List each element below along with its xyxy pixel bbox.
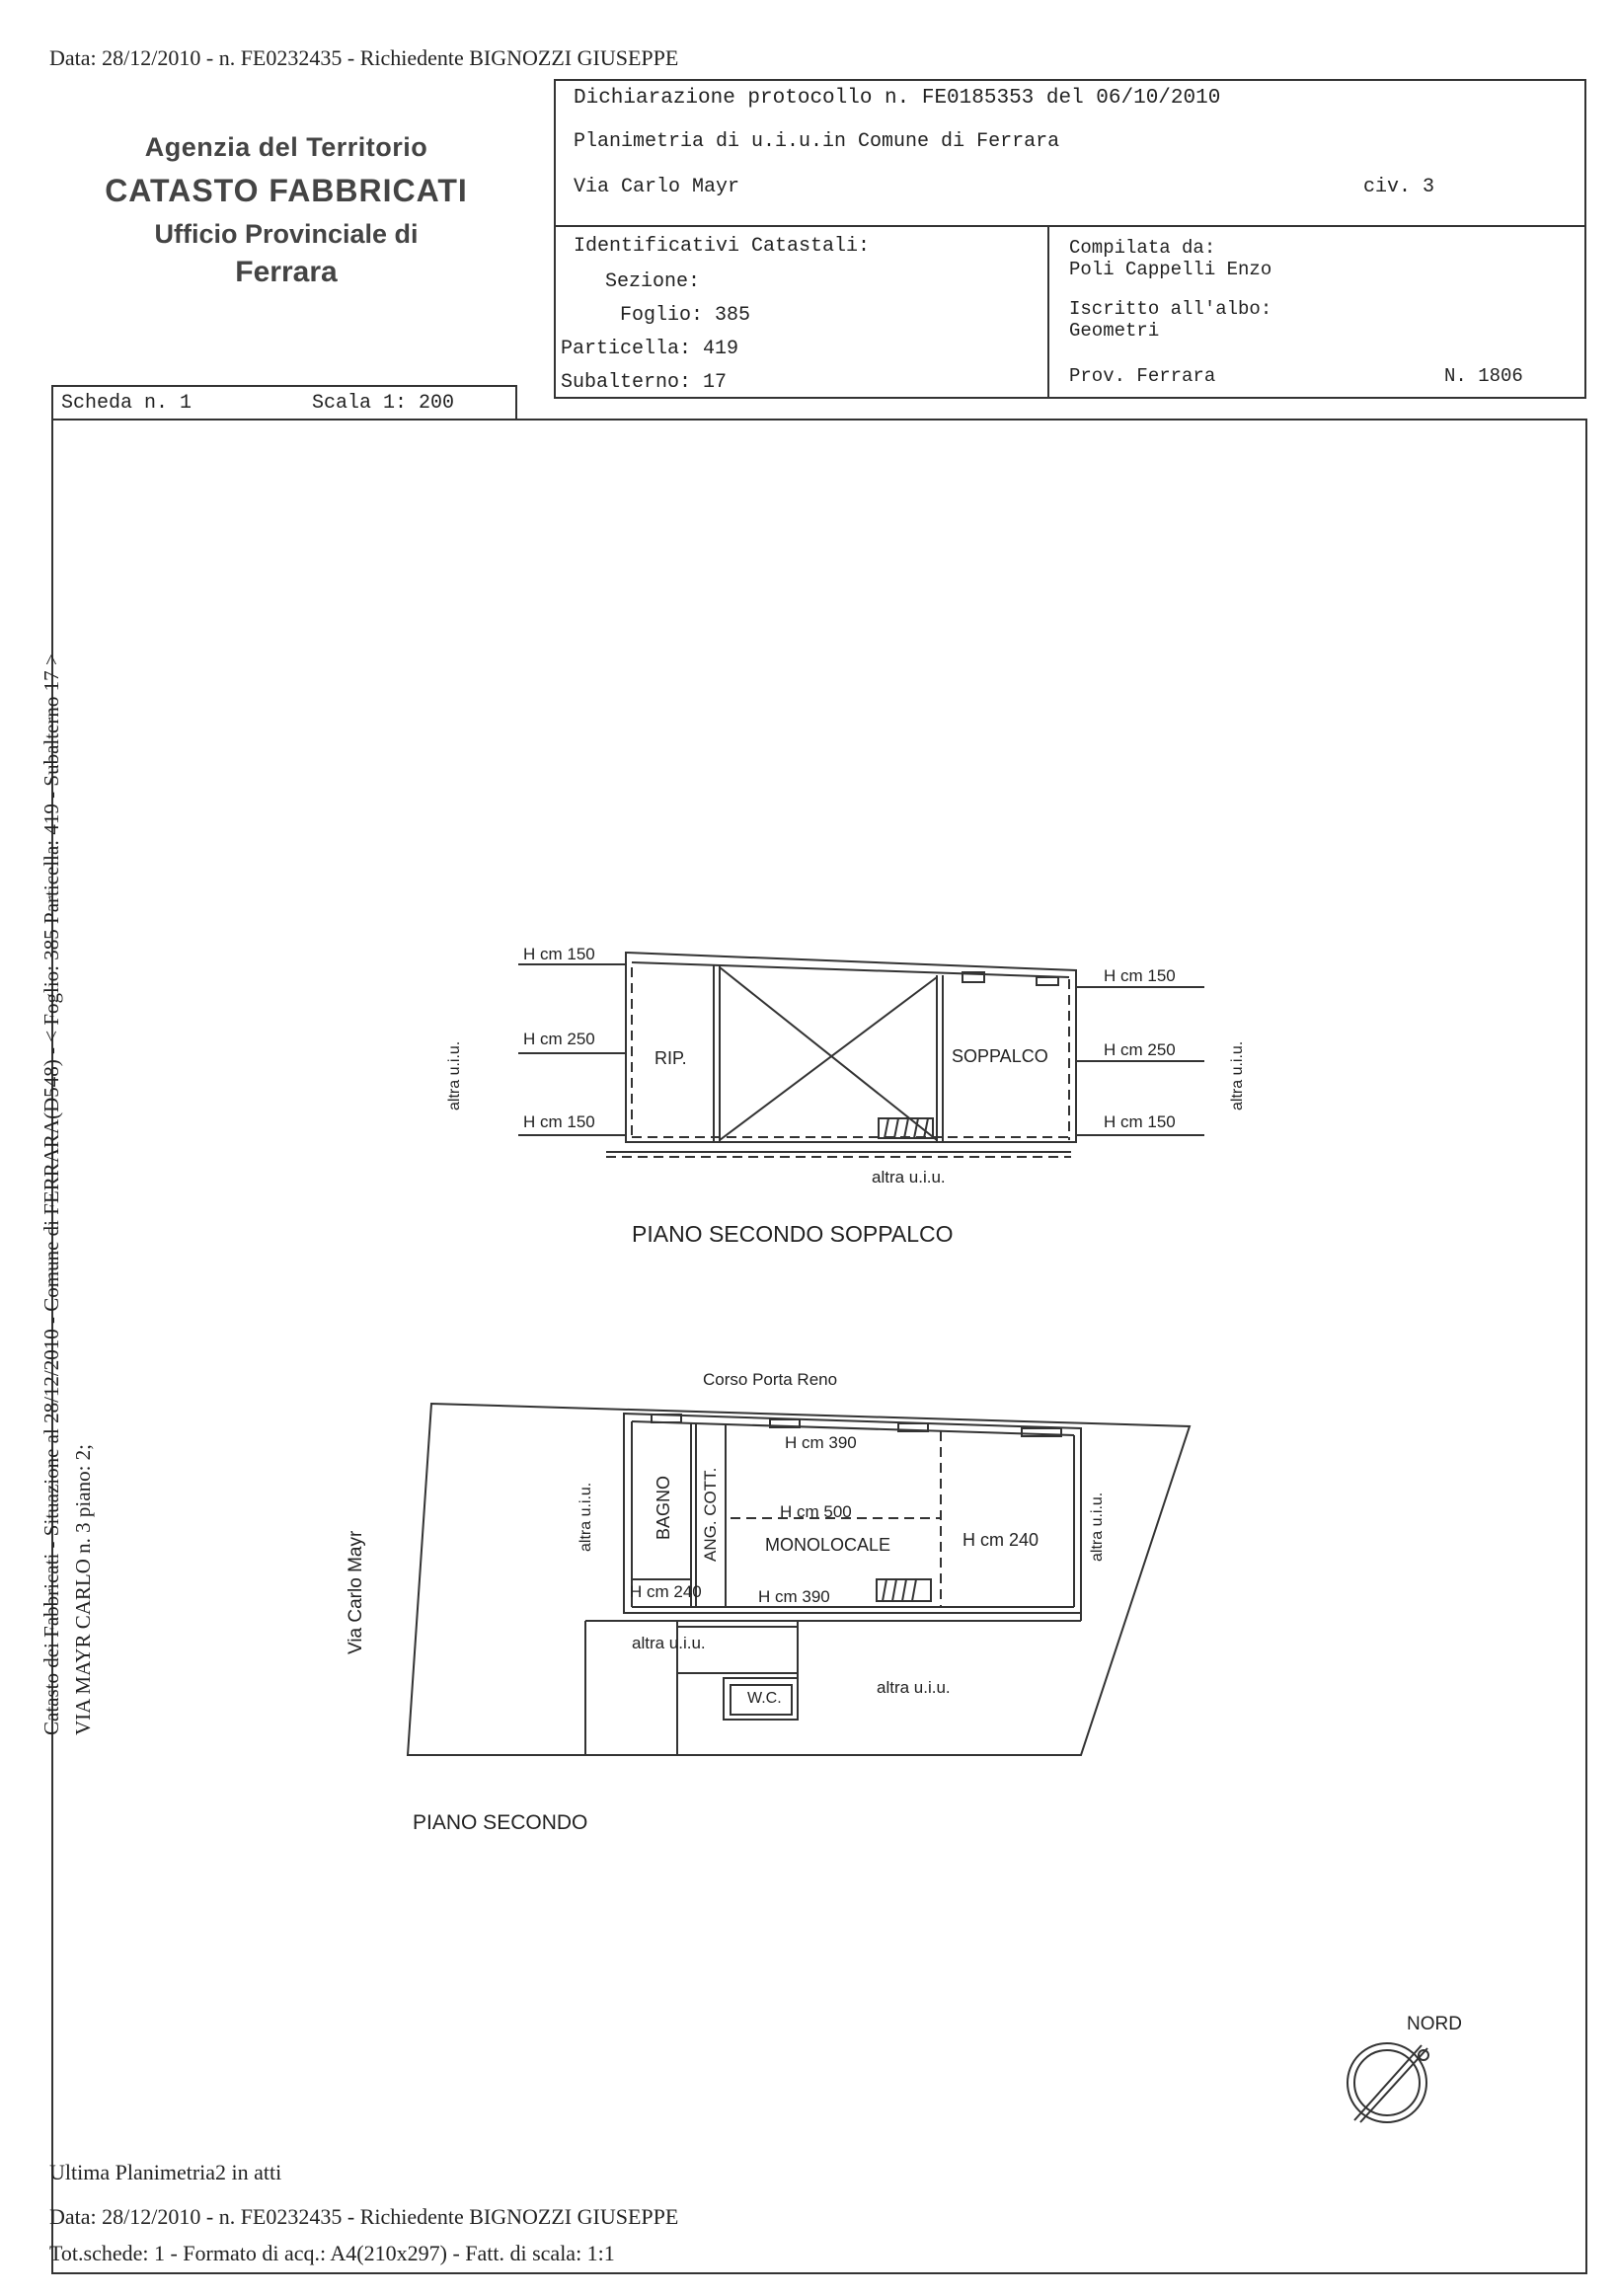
street-label-via: Via Carlo Mayr: [346, 1530, 366, 1654]
office-label: Ufficio Provinciale di: [154, 219, 419, 249]
height-label: H cm 250: [1104, 1040, 1176, 1059]
agency-name: Agenzia del Territorio: [144, 132, 428, 162]
height-label: H cm 240: [962, 1530, 1040, 1550]
upper-plan-title: PIANO SECONDO SOPPALCO: [632, 1221, 954, 1247]
last-planimetry-note: Ultima Planimetria2 in atti: [49, 2160, 282, 2184]
adjacent-unit-label: altra u.i.u.: [1089, 1492, 1106, 1562]
adjacent-unit-label: altra u.i.u.: [1229, 1040, 1246, 1110]
side-situation-text: Catasto dei Fabbricati - Situazione al 28/12/2010 - Comune di FERRARA(D548) - < Foglio: 385 Particella: 419 - Subalterno 17 >: [39, 653, 63, 1735]
sezione-field: Sezione:: [605, 270, 701, 293]
registration-number: N. 1806: [1444, 365, 1523, 387]
room-label-bagno: BAGNO: [654, 1475, 673, 1540]
catasto-title: CATASTO FABBRICATI: [105, 173, 468, 208]
foglio-field: Foglio: 385: [620, 304, 751, 327]
particella-field: Particella: 419: [561, 338, 739, 360]
footer-request-line: Data: 28/12/2010 - n. FE0232435 - Richiedente BIGNOZZI GIUSEPPE: [49, 2204, 679, 2229]
height-label: H cm 390: [785, 1433, 857, 1452]
height-label: H cm 150: [1104, 966, 1176, 985]
compiler-label: Compilata da:: [1069, 237, 1216, 259]
identifiers-title: Identificativi Catastali:: [574, 235, 871, 258]
province: Prov. Ferrara: [1069, 365, 1216, 387]
lower-plan-title: PIANO SECONDO: [413, 1811, 588, 1834]
adjacent-unit-label: altra u.i.u.: [877, 1678, 951, 1697]
office-city: Ferrara: [235, 256, 338, 288]
side-address-text: VIA MAYR CARLO n. 3 piano: 2;: [71, 1444, 95, 1735]
room-label-monolocale: MONOLOCALE: [765, 1535, 891, 1555]
request-line: Data: 28/12/2010 - n. FE0232435 - Richiedente BIGNOZZI GIUSEPPE: [49, 45, 679, 70]
adjacent-unit-label: altra u.i.u.: [446, 1040, 463, 1110]
room-label-wc: W.C.: [747, 1690, 782, 1707]
street-label-corso: Corso Porta Reno: [703, 1370, 838, 1389]
albo-value: Geometri: [1069, 320, 1160, 342]
compiler-name: Poli Cappelli Enzo: [1069, 259, 1272, 280]
room-label-rip: RIP.: [654, 1048, 687, 1068]
scheda-scale: Scala 1: 200: [312, 392, 455, 415]
subalterno-field: Subalterno: 17: [561, 371, 728, 394]
adjacent-unit-label: altra u.i.u.: [578, 1482, 594, 1552]
planimetry-text: Planimetria di u.i.u.in Comune di Ferrara: [574, 130, 1060, 153]
height-label: H cm 240: [630, 1582, 702, 1601]
height-label: H cm 150: [1104, 1112, 1176, 1131]
room-label-ang-cott: ANG. COTT.: [701, 1467, 720, 1562]
street-text: Via Carlo Mayr: [574, 176, 740, 198]
footer-format-line: Tot.schede: 1 - Formato di acq.: A4(210x297) - Fatt. di scala: 1:1: [49, 2241, 615, 2265]
albo-label: Iscritto all'albo:: [1069, 298, 1272, 320]
declaration-text: Dichiarazione protocollo n. FE0185353 del 06/10/2010: [574, 87, 1221, 110]
north-label: NORD: [1407, 2014, 1462, 2034]
height-label: H cm 150: [523, 1112, 595, 1131]
adjacent-unit-label: altra u.i.u.: [632, 1634, 706, 1652]
height-label: H cm 150: [523, 945, 595, 963]
scheda-number: Scheda n. 1: [61, 392, 192, 415]
height-label: H cm 390: [758, 1587, 830, 1606]
adjacent-unit-label: altra u.i.u.: [872, 1168, 946, 1186]
civic-number: civ. 3: [1363, 176, 1435, 198]
height-label: H cm 500: [780, 1502, 852, 1521]
height-label: H cm 250: [523, 1030, 595, 1048]
room-label-soppalco: SOPPALCO: [952, 1046, 1048, 1066]
